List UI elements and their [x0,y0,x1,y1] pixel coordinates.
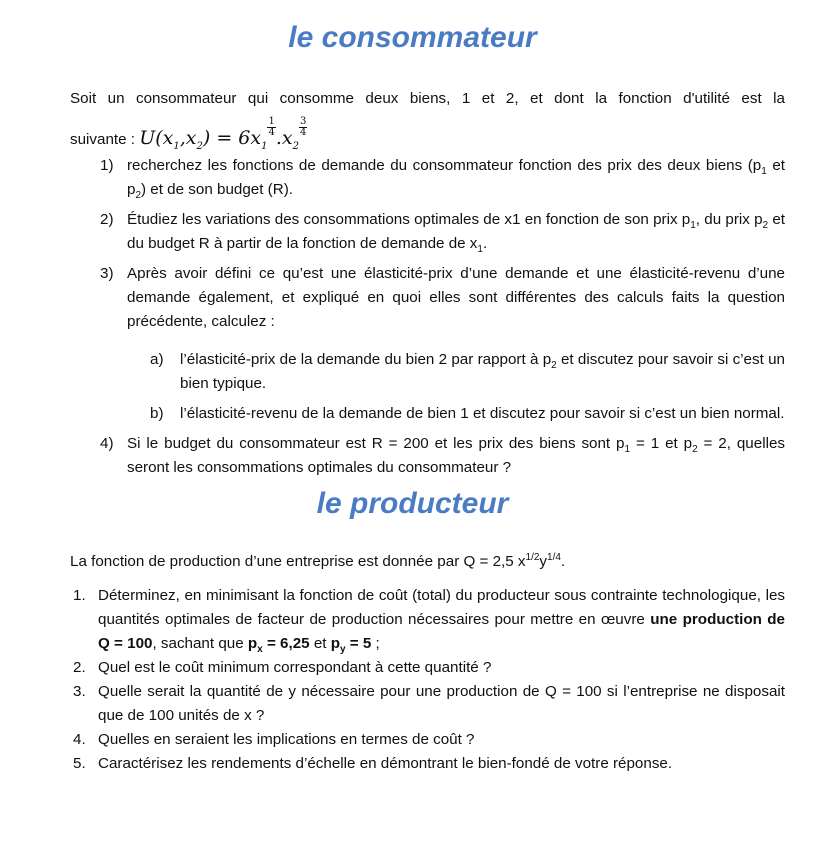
intro-consommateur [70,87,785,152]
question-3-subquestions [150,348,785,426]
question-2: 2) Étudiez les variations des consommations optimales de x1 en fonction de son prix $p_1$, du prix $p_2$ et du budget R à partir de la fonction de demande de $x_1$. [100,211,785,256]
question-p5: 5. Caractérisez les rendements d’échelle en démontrant le bien-fondé de votre réponse. [73,755,673,772]
question-p2: 2. Quel est le coût minimum correspondant à cette quantité ? [73,659,492,676]
intro-line-2 [70,117,785,152]
utility-formula: $U(x_1,x_2) = 6x_1$ $\frac{1}{4}$ $.x_2$ $\frac{3}{4}$ [139,116,307,152]
producer-questions [73,584,785,776]
intro-producteur: La fonction de production d’une entreprise est donnée par Q = 2,5 $x^{1/2}y^{1/4}$. [70,551,566,570]
question-3: 3) Après avoir défini ce qu’est une élasticité-prix d’une demande et une élasticité-revenu d’une demande également, et expliqué en quoi elles sont différentes des calculs faits la question précédente, calculez : a) l’élasticité-prix de la demande du bien 2 par rapport à $p_2$ et discutez pour savoir si c’est un bien typique. b) l’élasticité-revenu de la demande de bien 1 et discutez pour savoir si c’est un bien normal. [127,262,785,426]
question-p1: 1. Déterminez, en minimisant la fonction de coût (total) du producteur sous contrainte technologique, les quantités optimales de facteur de production nécessaires pour mettre en œuvre une production de Q = 100, sachant que $p_x = 6,25$ et $p_y = 5$ ; [73,587,785,656]
section-title-consommateur: le consommateur [288,21,537,54]
question-3b: b) l’élasticité-revenu de la demande de bien 1 et discutez pour savoir si c’est un bien normal. [150,405,785,422]
consumer-questions [100,154,785,480]
question-p3: 3. Quelle serait la quantité de y nécessaire pour une production de Q = 100 si l’entreprise ne disposait que de 100 unités de x ? [73,683,785,724]
section-title-producteur: le producteur [316,487,509,520]
intro-suivante: suivante : [70,131,140,148]
question-1: 1) recherchez les fonctions de demande du consommateur fonction des prix des deux biens ($p_1$ et $p_2$) et de son budget (R). [100,157,785,202]
intro-line-1: Soit un consommateur qui consomme deux biens, 1 et 2, et dont la fonction d'utilité est la [70,90,785,107]
question-p4: 4. Quelles en seraient les implications en termes de coût ? [73,731,475,748]
question-4: 4) Si le budget du consommateur est R = 200 et les prix des biens sont $p_1 = 1$ et $p_2 = 2$, quelles seront les consommations optimales du consommateur ? [100,435,785,476]
question-3a: a) l’élasticité-prix de la demande du bien 2 par rapport à $p_2$ et discutez pour savoir si c’est un bien typique. [150,351,785,392]
